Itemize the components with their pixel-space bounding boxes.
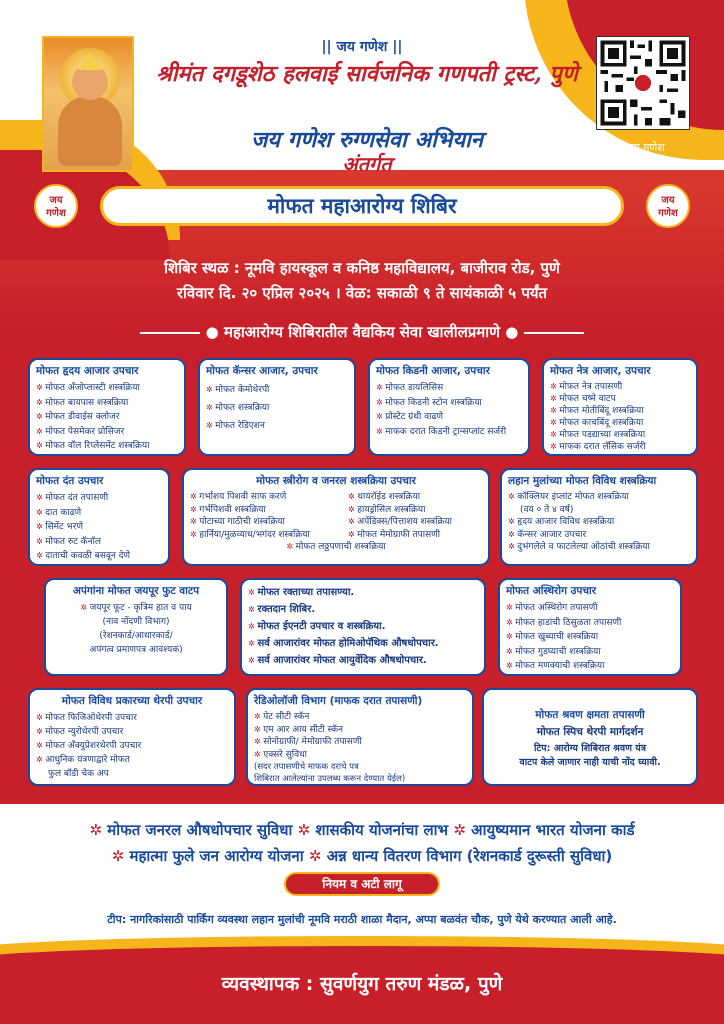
qr-caption-2: रुग्णसेवा अभियान bbox=[609, 156, 681, 169]
facilities-row-1: ✲ मोफत जनरल औषधोपचार सुविधा ✲ शासकीय योजनांचा लाभ ✲ आयुष्यमान भारत योजना कार्ड bbox=[89, 821, 635, 839]
card-heart: मोफत हृदय आजार उपचार ✲ मोफत अँजोप्लास्टी शस्त्रक्रिया ✲ मोफत बायपास शस्त्रक्रिया ✲ मोफत डीवाईस क्लोजर ✲ मोफत पेसमेकर प्रोसिजर ✲ मोफत वॉल रिप्लेसमेंट शस्त्रक्रिया bbox=[28, 358, 186, 456]
qr-caption-1: जय गणेश bbox=[625, 141, 665, 154]
terms-apply-badge: नियम व अटी लागू bbox=[284, 872, 440, 896]
card-ortho: मोफत अस्थिरोग उपचार ✲ मोफत अस्थिरोग तपासणी ✲ मोफत हाडांची ठिसुळता तपासणी ✲ मोफत खुब्याची शस्त्रक्रिया ✲ मोफत गुडघ्याची शस्त्रक्रिया ✲ मोफत मणक्याची शस्त्रक्रिया bbox=[498, 578, 682, 676]
card-kidney: मोफत किडनी आजार, उपचार ✲ मोफत डायलिसिस ✲ मोफत किडनी स्टोन शस्त्रक्रिया ✲ प्रोस्टेट ग्रंथी वाढणे ✲ माफक दरात किडनी ट्रान्सप्लांट सर्जरी bbox=[368, 358, 530, 456]
card-dental: मोफत दंत उपचार ✲ मोफत दंत तपासणी ✲ दात काढणे ✲ सिमेंट भरणे ✲ मोफत रुट कॅनॉल ✲ दाताची कवळी बसवून देणे bbox=[28, 468, 170, 566]
card-cancer: मोफत कॅन्सर आजार, उपचार ✲ मोफत केमोथेरपी ✲ मोफत शस्त्रक्रिया ✲ मोफत रेडिएशन bbox=[198, 358, 356, 456]
venue-text: शिबिर स्थळ : नूमवि हायस्कूल व कनिष्ठ महाविद्यालय, बाजीराव रोड, पुणे bbox=[164, 259, 560, 277]
invocation-text: || जय गणेश || bbox=[321, 39, 403, 55]
card-blood-tests: ✲ मोफत रक्ताच्या तपासण्या. ✲ रक्तदान शिबिर. ✲ मोफत ईएनटी उपचार व शस्त्रक्रिया. ✲ सर्व आजारांवर मोफत होमिओपॅथिक औषधोपचार. ✲ सर्व आजारांवर मोफत आयुर्वेदिक औषधोपचार. bbox=[240, 578, 486, 676]
card-hearing: मोफत श्रवण क्षमता तपासणी मोफत स्पिच थेरपी मार्गदर्शन टिप: आरोग्य शिबिरात श्रवण यंत्र वाटप केले जाणार नाही याची नोंद घ्यावी. bbox=[482, 688, 698, 786]
card-therapy: मोफत विविध प्रकारच्या थेरपी उपचार ✲ मोफत फिजिओथेरपी उपचार ✲ मोफत न्युरोथेरपी उपचार ✲ मोफत अँक्युप्रेशरथेरपी उपचार ✲ आधुनिक यंत्रणाद्वारे मोफत फुल बॉडी चेक अप bbox=[28, 688, 236, 786]
under-label: अंतर्गत bbox=[342, 152, 392, 176]
camp-title: मोफत महाआरोग्य शिबिर bbox=[100, 186, 624, 226]
ganesh-idol-image bbox=[42, 36, 134, 172]
date-time-text: रविवार दि. २० एप्रिल २०२५ । वेळ: सकाळी ९ ते सायंकाळी ५ पर्यंत bbox=[176, 284, 548, 302]
parking-tip: टीप: नागरिकांसाठी पार्किंग व्यवस्था लहान मुलांची नूमवि मराठी शाळा मैदान, अप्पा बळवंत चौक, पुणे येथे करण्यात आली आहे. bbox=[107, 913, 617, 926]
hearing-tip-2: वाटप केले जाणार नाही याची नोंद घ्यावी. bbox=[519, 757, 661, 768]
campaign-name: जय गणेश रुग्णसेवा अभियान bbox=[250, 127, 483, 153]
hearing-tip-1: टिप: आरोग्य शिबिरात श्रवण यंत्र bbox=[533, 743, 647, 754]
card-gynecology: मोफत स्त्रीरोग व जनरल शस्त्रक्रिया उपचार ✲ गर्भाशय पिशवी साफ करणे ✲ गर्भपिशवी शस्त्रक्रिया ✲ पोटाच्या गाठीची शस्त्रक्रिया ✲ हार्निया/मुळव्याध/भगंदर शस्त्रक्रिया ✲ थायरॉईड शस्त्रक्रिया ✲ हायड्रोसिल शस्त्रक्रिया ✲ अपेंडिक्स/पित्ताशय शस्त्रक्रिया ✲ मोफत मेमोग्राफी तपासणी ✲ मोफत लठ्ठपणाची शस्त्रक्रिया bbox=[182, 468, 490, 566]
card-radiology: रेडिओलॉजी विभाग (माफक दरात तपासणी) ✲ पेट सीटी स्कॅन ✲ एम आर आय सीटी स्कॅन ✲ सोनोग्राफी/ मेमोग्राफी तपासणी ✲ एक्सरे सुविधा (सदर तपासणीचे माफक दराचे पत्र शिबिरात आलेल्यांना उपलब्ध करून देण्यात येईल) bbox=[246, 688, 474, 786]
card-kids-surgery: लहान मुलांच्या मोफत विविध शस्त्रक्रिया ✲ कॉक्लियर इंप्लांट मोफत शस्त्रक्रिया (वय ० ते ४ वर्ष) ✲ हृदय आजार विविध शस्त्रक्रिया ✲ कॅन्सर आजार उपचार ✲ दुभंगलेले व फाटलेल्या ओठांची शस्त्रक्रिया bbox=[500, 468, 698, 566]
organizer-text: व्यवस्थापक : सुवर्णयुग तरुण मंडळ, पुणे bbox=[221, 973, 503, 995]
facilities-row-2: ✲ महात्मा फुले जन आरोग्य योजना ✲ अन्न धान्य वितरण विभाग (रेशनकार्ड दुरूस्ती सुविधा) bbox=[111, 847, 613, 865]
card-eye: मोफत नेत्र आजार, उपचार ✲ मोफत नेत्र तपासणी ✲ मोफत चष्मे वाटप ✲ मोफत मोतीबिंदू शस्त्रक्रिया ✲ मोफत काचबिंदू शस्त्रक्रिया ✲ मोफत पडद्याच्या शस्त्रक्रिया ✲ माफक दरात लॅसिक सर्जरी bbox=[542, 358, 698, 456]
card-jaipur-foot: अपंगांना मोफत जयपूर फुट वाटप ✲ जयपूर फूट - कृत्रिम हात व पाय (नाव नोंदणी विभाग) (रेशनकार्ड/आधारकार्ड/ अपंगत्व प्रमाणपत्र आवश्यक) bbox=[44, 578, 228, 676]
jai-ganesh-badge-left: जय गणेश bbox=[34, 184, 78, 228]
trust-name: श्रीमंत दगडूशेठ हलवाई सार्वजनिक गणपती ट्रस्ट, पुणे bbox=[156, 61, 578, 87]
services-heading: ● महाआरोग्य शिबिरातील वैद्यकिय सेवा खालीलप्रमाणे ● bbox=[0, 322, 724, 342]
footer-band bbox=[0, 950, 724, 1024]
jai-ganesh-badge-right: जय गणेश bbox=[646, 184, 690, 228]
